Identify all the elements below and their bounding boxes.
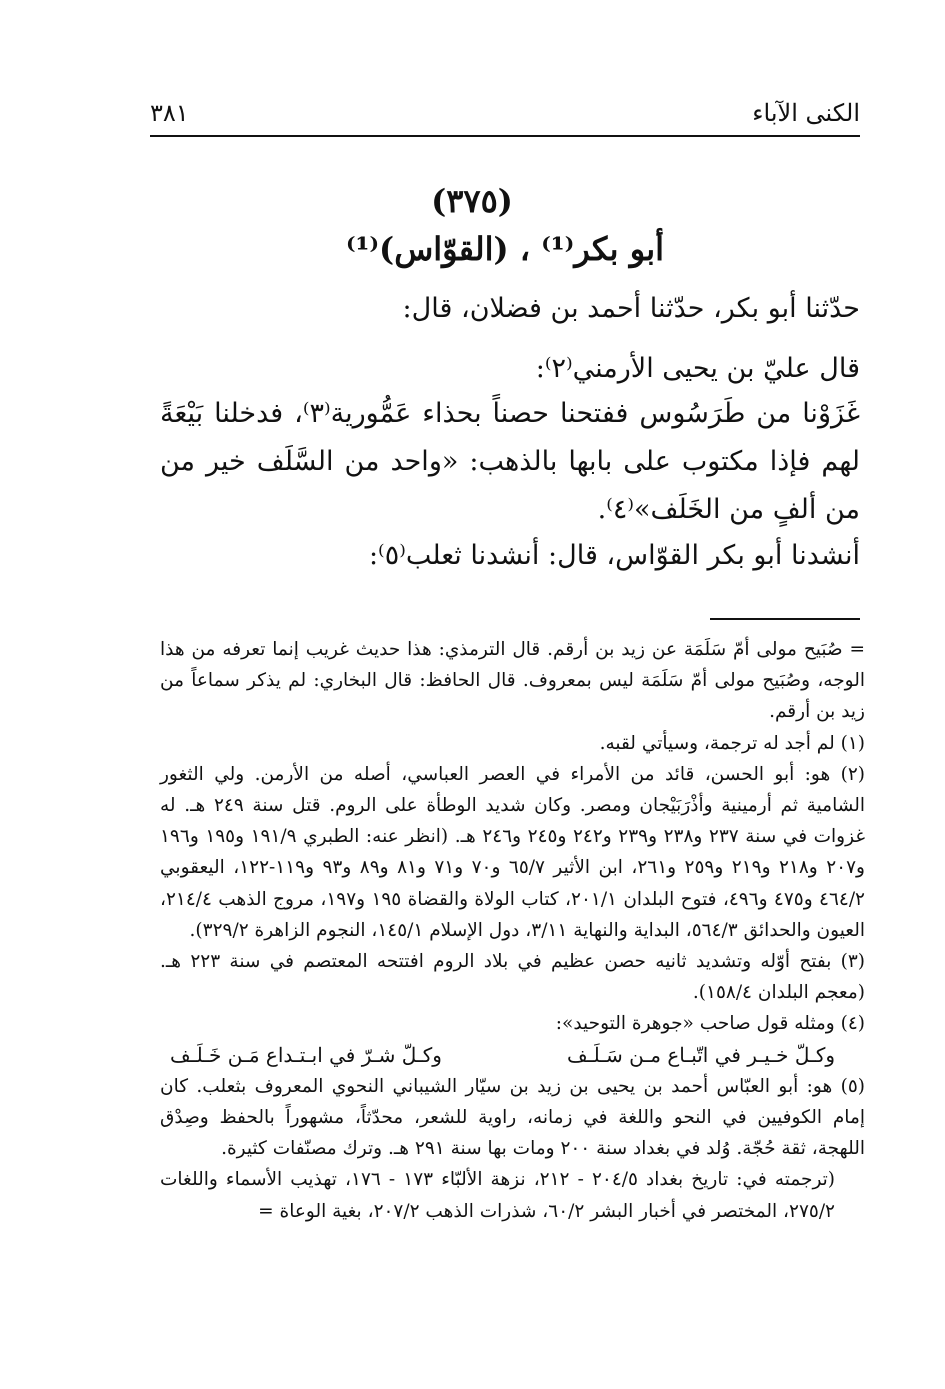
- verse-second-hemistich: وكـلّ شـرّ في ابـتـداع مَـن خَـلَـف: [170, 1042, 442, 1067]
- running-header: [150, 95, 860, 137]
- footnote-4: (٤) ومثله قول صاحب «جوهرة التوحيد»:: [555, 1013, 865, 1035]
- body-paragraph-1: [160, 285, 860, 333]
- body-paragraph-2: [160, 345, 860, 393]
- footnote-separator: [710, 618, 860, 620]
- verse-first-hemistich: وكـلّ خـيـر في اتّبـاع مـن سَـلَـف: [567, 1042, 835, 1067]
- body-text: أنشدنا أبو بكر القوّاس، قال: أنشدنا ثعلب⁽٥⁾:: [368, 540, 860, 571]
- footnote-continuation: = صُبَيح مولى أمّ سَلَمَة عن زيد بن أرقم. قال الترمذي: هذا حديث غريب إنما تعرفه من هذا الوجه، وصُبَيح مولى أمّ سَلَمَة ليس بمعروف. قال الحافظ: قال البخاري: لم يذكر سماعاً من زيد بن أرقم.: [160, 639, 865, 723]
- footnote-5-references: (ترجمته في: تاريخ بغداد ٢٠٤/٥ - ٢١٢، نزهة الألبّاء ١٧٣ - ١٧٦، تهذيب الأسماء واللغات ٢٧٥/٢، المختصر في أخبار البشر ٦٠/٢، شذرات الذهب ٢٠٧/٢، بغية الوعاة =: [160, 1169, 836, 1222]
- body-paragraph-4: [160, 532, 860, 580]
- section-title: الكنى الآباء: [752, 99, 860, 127]
- footnote-2: (٢) هو: أبو الحسن، قائد من الأمراء في العصر العباسي، أصله من الأرمن. ولي الثغور الشامية ثم أرمينية وأذْرَبَيْجان ومصر. وكان شديد الوطأة على الروم. قتل سنة ٢٤٩ هـ. له غزوات في سنة ٢٣٧ و٢٣٨ و٢٣٩ و٢٤٢ و٢٤٥ و٢٤٦ هـ. (انظر عنه: الطبري ١٩١/٩ و١٩٥ و١٩٦ و٢٠٧ و٢١٨ و٢١٩ و٢٥٩ و٢٦١، ابن الأثير ٦٥/٧ و٧٠ و٧١ و٨١ و٨٩ و٩٣ و١١٩-١٢٢، اليعقوبي ٤٦٤/٢ و٤٧٥ و٤٩٦، فتوح البلدان ٢٠١/١، كتاب الولاة والقضاة ١٩٥ و١٩٧، مروج الذهب ٢١٤/٤، العيون والحدائق ٥٦٤/٣، البداية والنهاية ٣/١١، دول الإسلام ١٤٥/١، النجوم الزاهرة ٣٢٩/٢).: [160, 763, 865, 941]
- body-text: حدّثنا أبو بكر، حدّثنا أحمد بن فضلان، قال:: [402, 293, 860, 324]
- footnote-1: (١) لم أجد له ترجمة، وسيأتي لقبه.: [599, 732, 865, 754]
- entry-title: أبو بكر⁽¹⁾ ، (القوّاس)⁽¹⁾: [345, 230, 665, 268]
- verse-line: [160, 1040, 865, 1071]
- page-number: ٣٨١: [150, 99, 189, 127]
- body-text: غَزَوْنا من طَرَسُوس ففتحنا حصناً بحذاء عَمُّورية⁽٣⁾، فدخلنا بَيْعَةً لهم فإذا مكتوب على بابها بالذهب: «واحد من السَّلَف خير من من ألفٍ من الخَلَف»⁽٤⁾.: [160, 398, 861, 525]
- body-text: قال عليّ بن يحيى الأرمني⁽٢⁾:: [535, 353, 860, 384]
- footnote-5: (٥) هو: أبو العبّاس أحمد بن يحيى بن زيد بن سيّار الشيباني النحوي المعروف بثعلب. كان إمام الكوفيين في النحو واللغة في زمانه، راوية للشعر، محدّثاً، مشهوراً بالحفظ وصِدْق اللهجة، ثقة حُجّة. وُلد في بغداد سنة ٢٠٠ ومات بها سنة ٢٩١ هـ. وترك مصنّفات كثيرة.: [160, 1075, 865, 1160]
- footnotes: [160, 634, 865, 1227]
- footnote-3: (٣) بفتح أوّله وتشديد ثانيه حصن عظيم في بلاد الروم افتتحه المعتصم في سنة ٢٢٣ هـ. (معجم البلدان ١٥٨/٤).: [160, 951, 866, 1004]
- body-paragraph-3: [160, 390, 860, 534]
- entry-number: (٣٧٥): [431, 182, 513, 220]
